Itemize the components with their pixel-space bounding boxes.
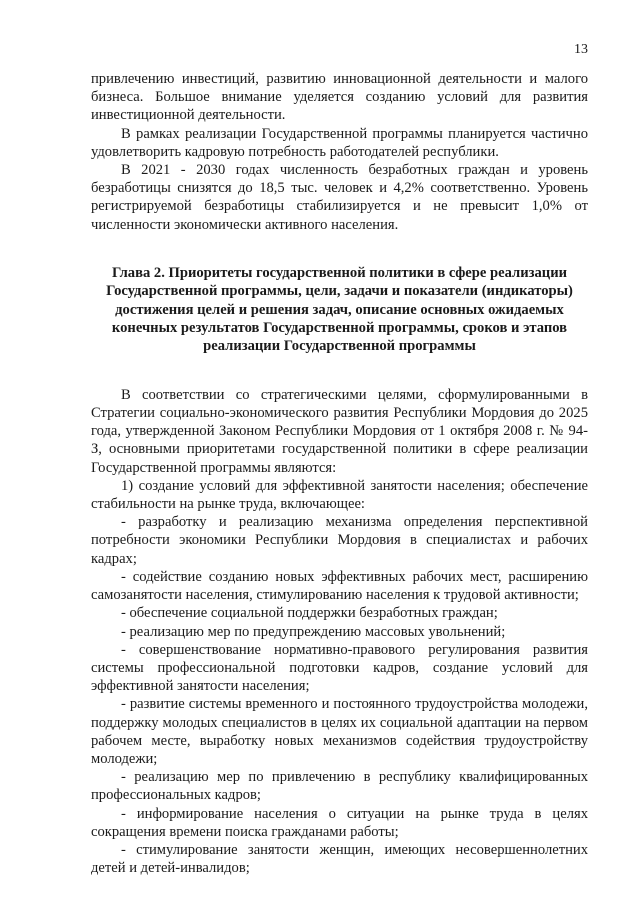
page-number: 13	[574, 42, 588, 57]
paragraph: В 2021 - 2030 годах численность безработных граждан и уровень безработицы снизятся до 18,5 тыс. человек и 4,2% соответственно. Уровень регистрируемой безработицы стабилизируется и не превысит 1,0% от численности экономически активного населения.	[91, 162, 588, 233]
document-body	[91, 70, 588, 877]
list-item: - содействие созданию новых эффективных рабочих мест, расширению самозанятости населения, стимулированию населения к трудовой активности;	[91, 568, 588, 604]
list-item: - стимулирование занятости женщин, имеющих несовершеннолетних детей и детей-инвалидов;	[91, 841, 588, 877]
list-item: 1) создание условий для эффективной занятости населения; обеспечение стабильности на рынке труда, включающее:	[91, 477, 588, 513]
list-item: - информирование населения о ситуации на рынке труда в целях сокращения времени поиска гражданами работы;	[91, 805, 588, 840]
paragraph: привлечению инвестиций, развитию инновационной деятельности и малого бизнеса. Большое внимание уделяется созданию условий для развития инвестиционной деятельности.	[91, 71, 588, 124]
intro-section	[91, 70, 588, 234]
chapter-heading: Глава 2. Приоритеты государственной политики в сфере реализации Государственной программы, цели, задачи и показатели (индикаторы) достижения целей и решения задач, описание основных ожидаемых конечных результатов Государственной программы, сроков и этапов реализации Государственной программы	[106, 264, 573, 355]
priorities-section	[91, 386, 588, 877]
list-item: - совершенствование нормативно-правового регулирования развития системы профессиональной подготовки кадров, создание условий для эффективной занятости населения;	[91, 641, 588, 695]
list-item: - развитие системы временного и постоянного трудоустройства молодежи, поддержку молодых специалистов в целях их социальной адаптации на первом рабочем месте, выработку новых механизмов содействия трудоустройству молодежи;	[91, 696, 588, 767]
paragraph: В рамках реализации Государственной программы планируется частично удовлетворить кадровую потребность работодателей республики.	[91, 125, 588, 160]
list-item: - реализацию мер по предупреждению массовых увольнений;	[121, 623, 506, 640]
list-item: - реализацию мер по привлечению в республику квалифицированных профессиональных кадров;	[91, 769, 588, 804]
paragraph: В соответствии со стратегическими целями, сформулированными в Стратегии социально-экономического развития Республики Мордовия до 2025 года, утвержденной Законом Республики Мордовия от 1 октября 2008 г. № 94-З, основными приоритетами государственной политики в сфере реализации Государственной программы являются:	[91, 386, 588, 476]
list-item: - обеспечение социальной поддержки безработных граждан;	[121, 605, 498, 622]
list-item: - разработку и реализацию механизма определения перспективной потребности экономики Республики Мордовия в специалистах и рабочих кадрах;	[91, 514, 588, 567]
